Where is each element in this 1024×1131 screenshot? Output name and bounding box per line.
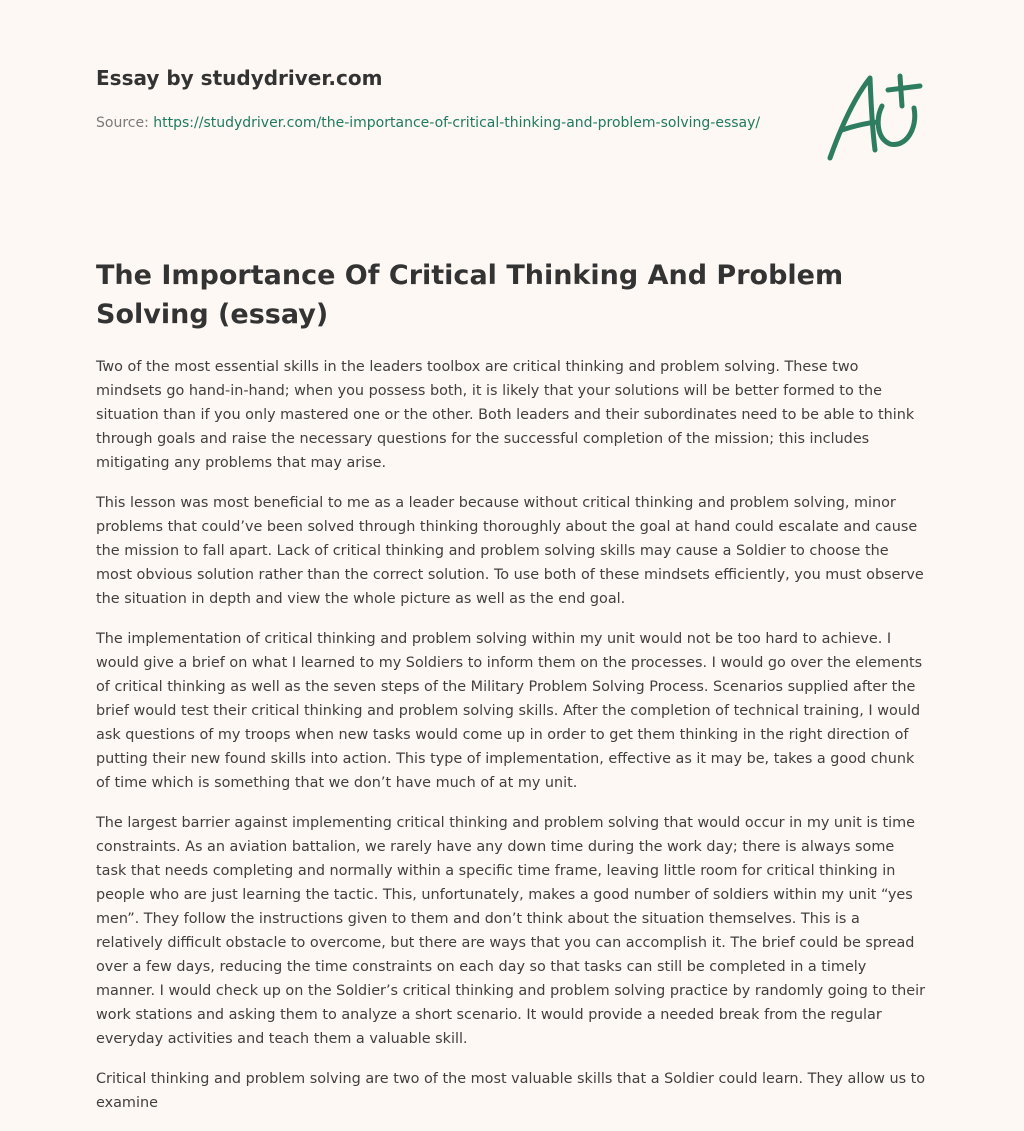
essay-paragraph: Two of the most essential skills in the leaders toolbox are critical thinking and problem solving. These two mindsets go hand-in-hand; when you possess both, it is likely that your solutions will be better formed to the situation than if you only mastered one or the other. Both leaders and their subordinates need to be able to think through goals and raise the necessary questions for the successful completion of the mission; this includes mitigating any problems that may arise. [96, 359, 915, 471]
a-plus-logo-icon [824, 66, 928, 166]
essay-paragraph: The largest barrier against implementing critical thinking and problem solving that would occur in my unit is time constraints. As an aviation battalion, we rarely have any down time during the work day; there is always some task that needs completing and normally within a specific time frame, leaving little room for critical thinking in people who are just learning the tactic. This, unfortunately, makes a good number of soldiers within my unit “yes men”. They follow the instructions given to them and don’t think about the situation themselves. This is a relatively difficult obstacle to overcome, but there are ways that you can accomplish it. The brief could be spread over a few days, reducing the time constraints on each day so that tasks can still be completed in a timely manner. I would check up on the Soldier’s critical thinking and problem solving practice by randomly going to their work stations and asking them to analyze a short scenario. It would provide a needed break from the regular everyday activities and teach them a valuable skill. [96, 815, 926, 1047]
essay-body [96, 355, 928, 1131]
source-label: Source: [96, 115, 149, 131]
source-link[interactable]: https://studydriver.com/the-importance-of-critical-thinking-and-problem-solving-essay/ [153, 115, 761, 131]
essay-paragraph: This lesson was most beneficial to me as a leader because without critical thinking and problem solving, minor problems that could’ve been solved through thinking thoroughly about the goal at hand could escalate and cause the mission to fall apart. Lack of critical thinking and problem solving skills may cause a Soldier to choose the most obvious solution rather than the correct solution. To use both of these mindsets efficiently, you must observe the situation in depth and view the whole picture as well as the end goal. [96, 495, 924, 607]
essay-paragraph: The implementation of critical thinking and problem solving within my unit would not be too hard to achieve. I would give a brief on what I learned to my Soldiers to inform them on the processes. I would go over the elements of critical thinking as well as the seven steps of the Military Problem Solving Process. Scenarios supplied after the brief would test their critical thinking and problem solving skills. After the completion of technical training, I would ask questions of my troops when new tasks would come up in order to get them thinking in the right direction of putting their new found skills into action. This type of implementation, effective as it may be, takes a good chunk of time which is something that we don’t have much of at my unit. [96, 631, 923, 791]
essay-paragraph: Critical thinking and problem solving are two of the most valuable skills that a Soldier could learn. They allow us to examine [96, 1071, 926, 1111]
site-brand: Essay by studydriver.com [96, 66, 383, 90]
essay-title: The Importance Of Critical Thinking And Problem Solving (essay) [96, 260, 844, 330]
source-line [96, 112, 766, 134]
